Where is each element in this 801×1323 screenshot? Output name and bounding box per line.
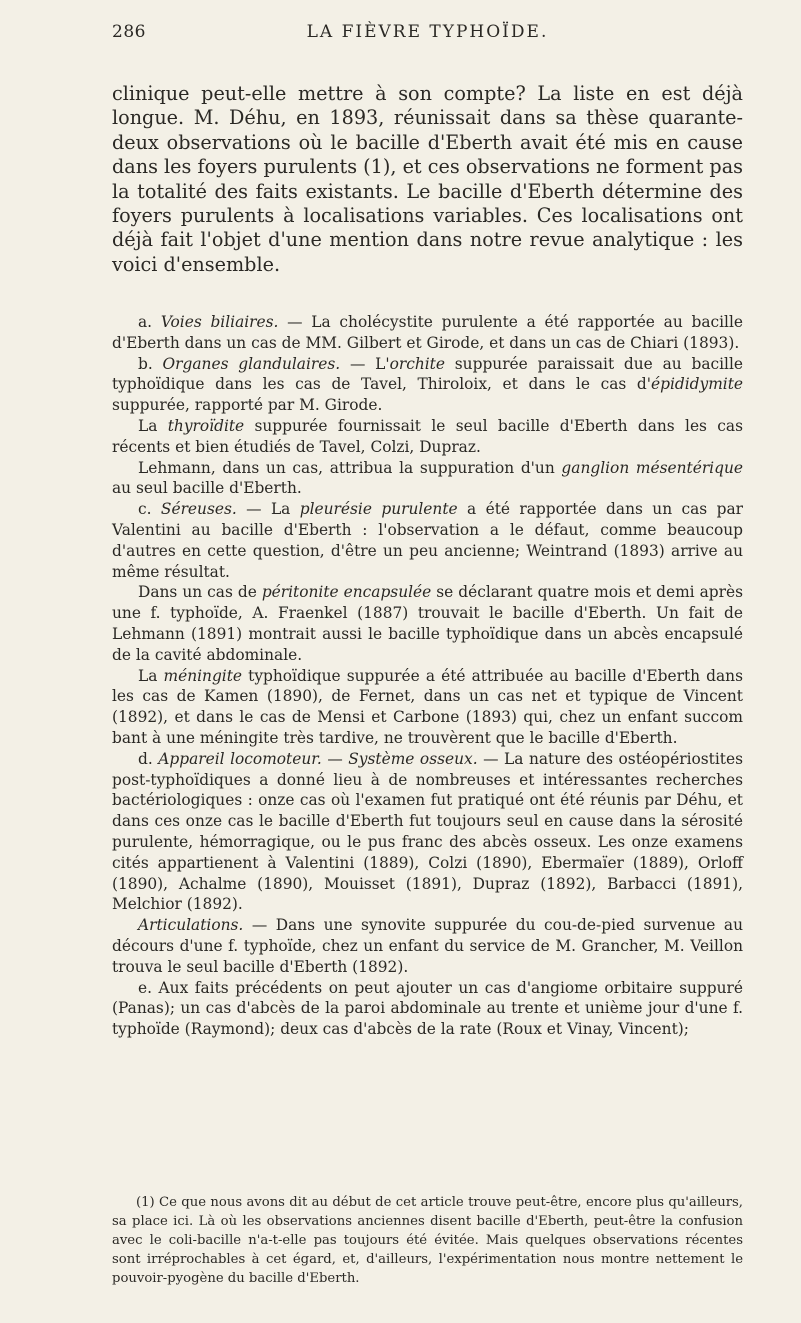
section-d-marker: d. bbox=[138, 749, 153, 768]
text-run: Dans un cas de bbox=[138, 583, 262, 602]
section-a-title: Voies biliaires. bbox=[160, 313, 279, 331]
term: épididymite bbox=[650, 375, 743, 394]
section-c-p1 bbox=[112, 499, 743, 582]
section-d-subtitle: Système osseux. bbox=[348, 749, 478, 768]
text-run: suppurée paraissait due au bacille typhoïdique dans les cas de Tavel, Thiroloix, et dans le cas d' bbox=[112, 354, 743, 394]
section-b-p2 bbox=[112, 416, 743, 458]
section-c-p3 bbox=[112, 666, 743, 749]
section-c-title: Séreuses. bbox=[160, 500, 237, 519]
section-b-p1 bbox=[112, 354, 743, 416]
text-run: — La bbox=[236, 500, 300, 519]
section-b-title: Organes glandulaires. bbox=[162, 354, 341, 373]
text-run: Lehmann, dans un cas, attribua la suppuration d'un bbox=[138, 458, 562, 477]
articulations-title: Articulations. bbox=[138, 916, 244, 935]
footnotes bbox=[112, 1193, 743, 1288]
term: péritonite encapsulée bbox=[261, 583, 432, 602]
text-run: a été rapportée dans un cas par Valentini au bacille d'Eberth : l'observation a le défaut, comme beaucoup d'autres en cette question, d'être un peu ancienne; Weintrand (1893) arrive au même résultat. bbox=[112, 500, 743, 581]
section-c-p2 bbox=[112, 582, 743, 665]
section-b-p3 bbox=[112, 458, 743, 500]
section-d-p2 bbox=[112, 915, 743, 977]
text-run: La bbox=[138, 416, 168, 435]
running-header bbox=[112, 22, 743, 52]
text-run: — bbox=[321, 749, 349, 768]
section-c-marker: c. bbox=[138, 500, 152, 519]
text-run: — Dans une synovite suppurée du cou-de-pied survenue au décours d'une f. typhoïde, chez un enfant du service de M. Grancher, M. Veillon trouva le seul bacille d'Eberth (1892). bbox=[112, 916, 743, 976]
intro-paragraph: clinique peut-elle mettre à son compte? La liste en est déjà longue. M. Déhu, en 1893, réunissait dans sa thèse quarante-deux observations où le bacille d'Eberth avait été mis en cause dans les foyers purulents (1), et ces observations ne forment pas la totalité des faits existants. Le bacille d'Eberth détermine des foyers purulents à localisations variables. Ces localisations ont déjà fait l'objet d'une mention dans notre revue analytique : les voici d'ensemble. bbox=[112, 82, 743, 276]
running-title: LA FIÈVRE TYPHOÏDE. bbox=[306, 22, 549, 42]
section-b-marker: b. bbox=[138, 354, 153, 373]
term: méningite bbox=[163, 666, 243, 685]
text-run: suppurée, rapporté par M. Girode. bbox=[112, 396, 383, 415]
text-run: — La nature des ostéopériostites post-typhoïdiques a donné lieu à de nombreuses et intéressantes recherches bactériologiques : onze cas où l'examen fut pratiqué ont été réunis par Déhu, et dans ces onze cas le bacille d'Eberth fut toujours seul en cause dans la sérosité purulente, hémorragique, ou le pus franc des abcès osseux. Les onze examens cités appartienent à Valentini (1889), Colzi (1890), Ebermaïer (1889), Orloff (1890), Achalme (1890), Mouisset (1891), Dupraz (1892), Barbacci (1891), Melchior (1892). bbox=[112, 749, 743, 914]
text-run: typhoïdique suppurée a été attribuée au bacille d'Eberth dans les cas de Kamen (1890), de Fernet, dans un cas net et typique de Vincent (1892), et dans le cas de Mensi et Carbone (1893) qui, chez un enfant succom bant à une méningite très tardive, ne trouvèrent que le bacille d'Eberth. bbox=[112, 666, 743, 747]
section-a-marker: a. bbox=[138, 313, 153, 331]
text-run: La bbox=[138, 666, 164, 685]
section-d-p1 bbox=[112, 749, 743, 915]
term: ganglion mésentérique bbox=[561, 458, 743, 477]
section-a bbox=[112, 312, 743, 354]
text-run: — L' bbox=[340, 354, 390, 373]
section-e: e. Aux faits précédents on peut ajouter un cas d'angiome orbitaire suppuré (Panas); un cas d'abcès de la paroi abdominale au trente et unième jour d'une f. typhoïde (Raymond); deux cas d'abcès de la rate (Roux et Vinay, Vincent); bbox=[112, 978, 743, 1039]
term: thyroïdite bbox=[167, 416, 245, 435]
section-d-title: Appareil locomoteur. bbox=[158, 749, 322, 768]
text-run: suppurée fournissait le seul bacille d'Eberth dans les cas récents et bien étudiés de Tavel, Colzi, Dupraz. bbox=[112, 416, 743, 456]
term: pleurésie purulente bbox=[299, 500, 458, 519]
section-a-text: — La cholécystite purulente a été rapportée au bacille d'Eberth dans un cas de MM. Gilbert et Girode, et dans un cas de Chiari (1893). bbox=[112, 313, 743, 352]
page-number: 286 bbox=[112, 22, 146, 42]
term: orchite bbox=[389, 354, 445, 373]
text-run: au seul bacille d'Eberth. bbox=[112, 479, 302, 498]
footnote-1: (1) Ce que nous avons dit au début de cet article trouve peut-être, encore plus qu'ailleurs, sa place ici. Là où les observations anciennes disent bacille d'Eberth, peut-être la confusion avec le coli-bacille n'a-t-elle pas toujours été évitée. Mais quelques observations récentes sont irréprochables à cet égard, et, d'ailleurs, l'expérimentation nous montre nettement le pouvoir-pyogène du bacille d'Eberth. bbox=[112, 1195, 743, 1286]
text-run: se déclarant quatre mois et demi après une f. typhoïde, A. Fraenkel (1887) trouvait le bacille d'Eberth. Un fait de Lehmann (1891) montrait aussi le bacille typhoïdique dans un abcès encapsulé de la cavité abdominale. bbox=[112, 583, 743, 664]
main-text bbox=[112, 312, 743, 1040]
